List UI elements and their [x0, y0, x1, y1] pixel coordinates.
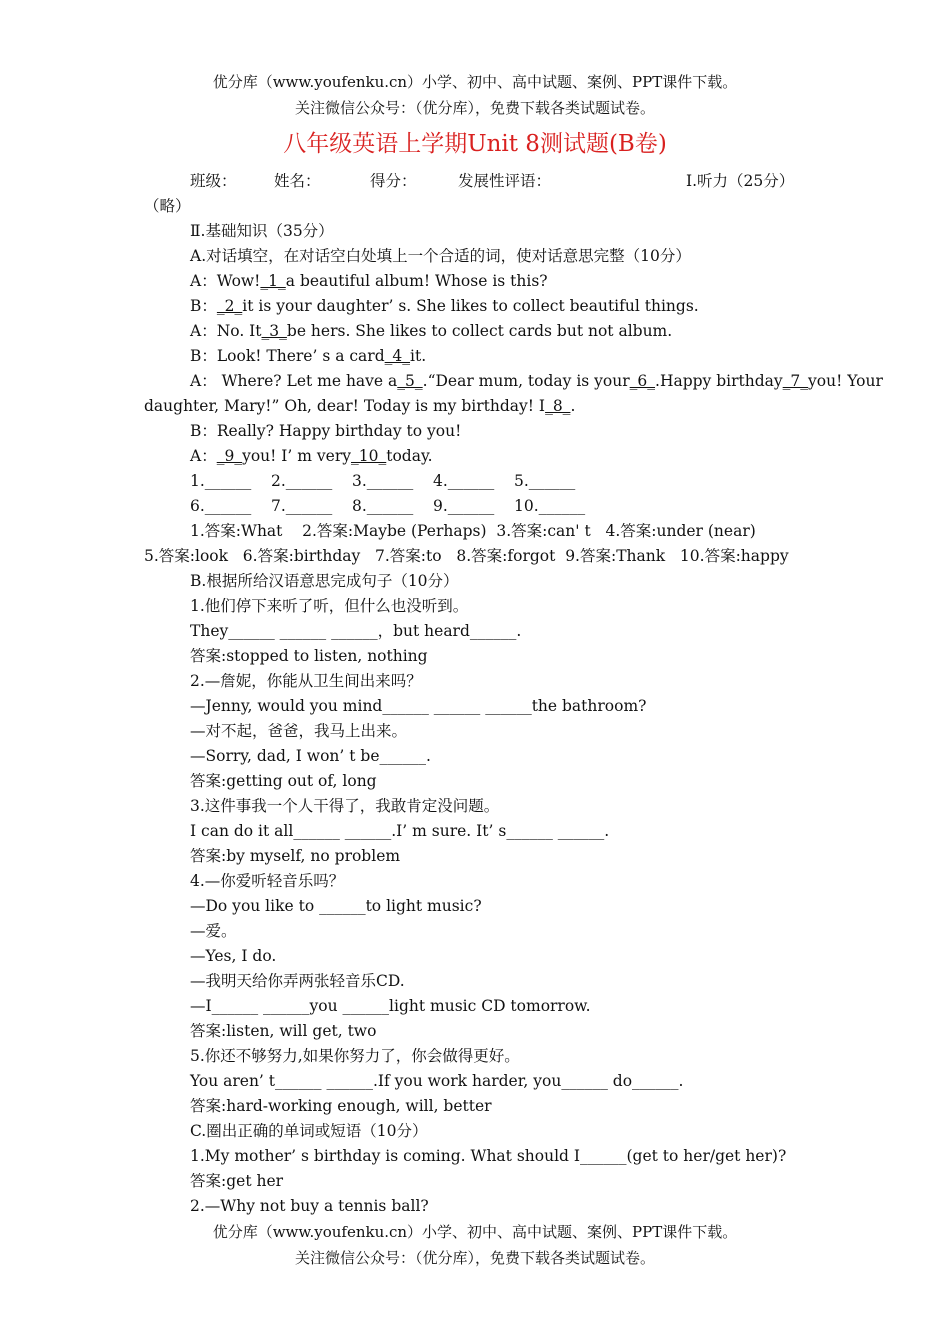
- b-q5-cn: 5.你还不够努力,如果你努力了，你会做得更好。: [190, 1047, 520, 1065]
- omitted-note: （略）: [144, 197, 191, 215]
- dialogue-line-3: A：No. It_3_be hers. She likes to collect cards but not album.: [190, 322, 673, 340]
- blank-2: _2_: [216, 297, 243, 315]
- page-title: 八年级英语上学期Unit 8测试题(B卷): [283, 131, 667, 157]
- b-a3: 答案:by myself, no problem: [190, 847, 401, 865]
- dialogue-line-7: B：Really? Happy birthday to you!: [190, 422, 462, 440]
- b-q5-en: You aren’ t______ ______.If you work harder, you______ do______.: [190, 1072, 684, 1090]
- b-q4-en-3: —I______ ______you ______light music CD tomorrow.: [190, 997, 591, 1015]
- b-q3-cn: 3.这件事我一个人干得了，我敢肯定没问题。: [190, 797, 500, 815]
- b-q4-cn-3: —我明天给你弄两张轻音乐CD.: [190, 972, 405, 990]
- dialogue-line-2: B：_2_it is your daughter’ s. She likes to collect beautiful things.: [190, 297, 699, 315]
- section-c-heading: C.圈出正确的单词或短语（10分）: [190, 1122, 428, 1140]
- b-q3-en: I can do it all______ ______.I’ m sure. It’ s______ ______.: [190, 822, 610, 840]
- blank-5: _5_: [397, 372, 423, 390]
- footer-line-1: 优分库（www.youfenku.cn）小学、初中、高中试题、案例、PPT课件下载。: [212, 1223, 738, 1241]
- b-q1-en: They______ ______ ______，but heard______.: [190, 622, 522, 640]
- blank-3: _3_: [261, 322, 287, 340]
- b-q4-cn: 4.—你爱听轻音乐吗？: [190, 872, 345, 890]
- answer-blanks-1: 1.______ 2.______ 3.______ 4.______ 5.______: [190, 472, 576, 490]
- section-b-heading: B.根据所给汉语意思完成句子（10分）: [190, 572, 459, 590]
- b-q4-cn-2: —爱。: [190, 922, 237, 940]
- blank-4: _4_: [384, 347, 411, 365]
- score-label: 得分：: [370, 172, 417, 190]
- b-q2-en: —Jenny, would you mind______ ______ ______the bathroom?: [190, 697, 647, 715]
- comment-label: 发展性评语：: [458, 172, 552, 190]
- b-q1-cn: 1.他们停下来听了听，但什么也没听到。: [190, 597, 469, 615]
- blank-7: _7_: [782, 372, 809, 390]
- blank-8: _8_: [545, 397, 571, 415]
- b-a5: 答案:hard-working enough, will, better: [190, 1097, 492, 1115]
- b-q4-en-2: —Yes, I do.: [190, 947, 277, 965]
- dialogue-line-6: daughter, Mary!” Oh, dear! Today is my birthday! I_8_.: [144, 397, 576, 415]
- blank-10: _10_: [351, 447, 387, 465]
- b-q2-cn: 2.—詹妮，你能从卫生间出来吗？: [190, 672, 422, 690]
- blank-6: _6_: [629, 372, 656, 390]
- blank-1: _1_: [260, 272, 286, 290]
- dialogue-line-8: A：_9_you! I’ m very_10_today.: [190, 447, 433, 465]
- c-q2: 2.—Why not buy a tennis ball?: [190, 1197, 429, 1215]
- listening-label: Ⅰ.听力（25分）: [686, 172, 795, 190]
- b-q2-en-2: —Sorry, dad, I won’ t be______.: [190, 747, 431, 765]
- name-label: 姓名：: [274, 172, 321, 190]
- b-a4: 答案:listen, will get, two: [190, 1022, 377, 1040]
- blank-9: _9_: [216, 447, 243, 465]
- footer-line-2: 关注微信公众号：（优分库），免费下载各类试题试卷。: [294, 1249, 655, 1267]
- class-label: 班级：: [190, 172, 237, 190]
- header-line-1: 优分库（www.youfenku.cn）小学、初中、高中试题、案例、PPT课件下载。: [212, 73, 738, 91]
- b-a2: 答案:getting out of, long: [190, 772, 377, 790]
- b-q2-cn-2: —对不起，爸爸，我马上出来。: [190, 722, 408, 740]
- answers-line-2: 5.答案:look 6.答案:birthday 7.答案:to 8.答案:forgot 9.答案:Thank 10.答案:happy: [144, 547, 789, 565]
- header-line-2: 关注微信公众号：（优分库），免费下载各类试题试卷。: [294, 99, 655, 117]
- dialogue-line-4: B：Look! There’ s a card_4_it.: [190, 347, 427, 365]
- dialogue-line-5: A： Where? Let me have a_5_.“Dear mum, today is your_6_.Happy birthday_7_you! Your: [190, 372, 883, 390]
- dialogue-line-1: A：Wow!_1_a beautiful album! Whose is this?: [190, 272, 548, 290]
- section-a-heading: A.对话填空，在对话空白处填上一个合适的词，使对话意思完整（10分）: [190, 247, 691, 265]
- answers-line-1: 1.答案:What 2.答案:Maybe (Perhaps) 3.答案:can' t 4.答案:under (near): [190, 522, 756, 540]
- b-a1: 答案:stopped to listen, nothing: [190, 647, 428, 665]
- b-q4-en: —Do you like to ______to light music?: [190, 897, 482, 915]
- section-2-heading: Ⅱ.基础知识（35分）: [190, 222, 334, 240]
- c-a1: 答案:get her: [190, 1172, 284, 1190]
- c-q1: 1.My mother’ s birthday is coming. What should I______(get to her/get her)?: [190, 1147, 787, 1165]
- info-row: [190, 170, 810, 192]
- answer-blanks-2: 6.______ 7.______ 8.______ 9.______ 10.______: [190, 497, 586, 515]
